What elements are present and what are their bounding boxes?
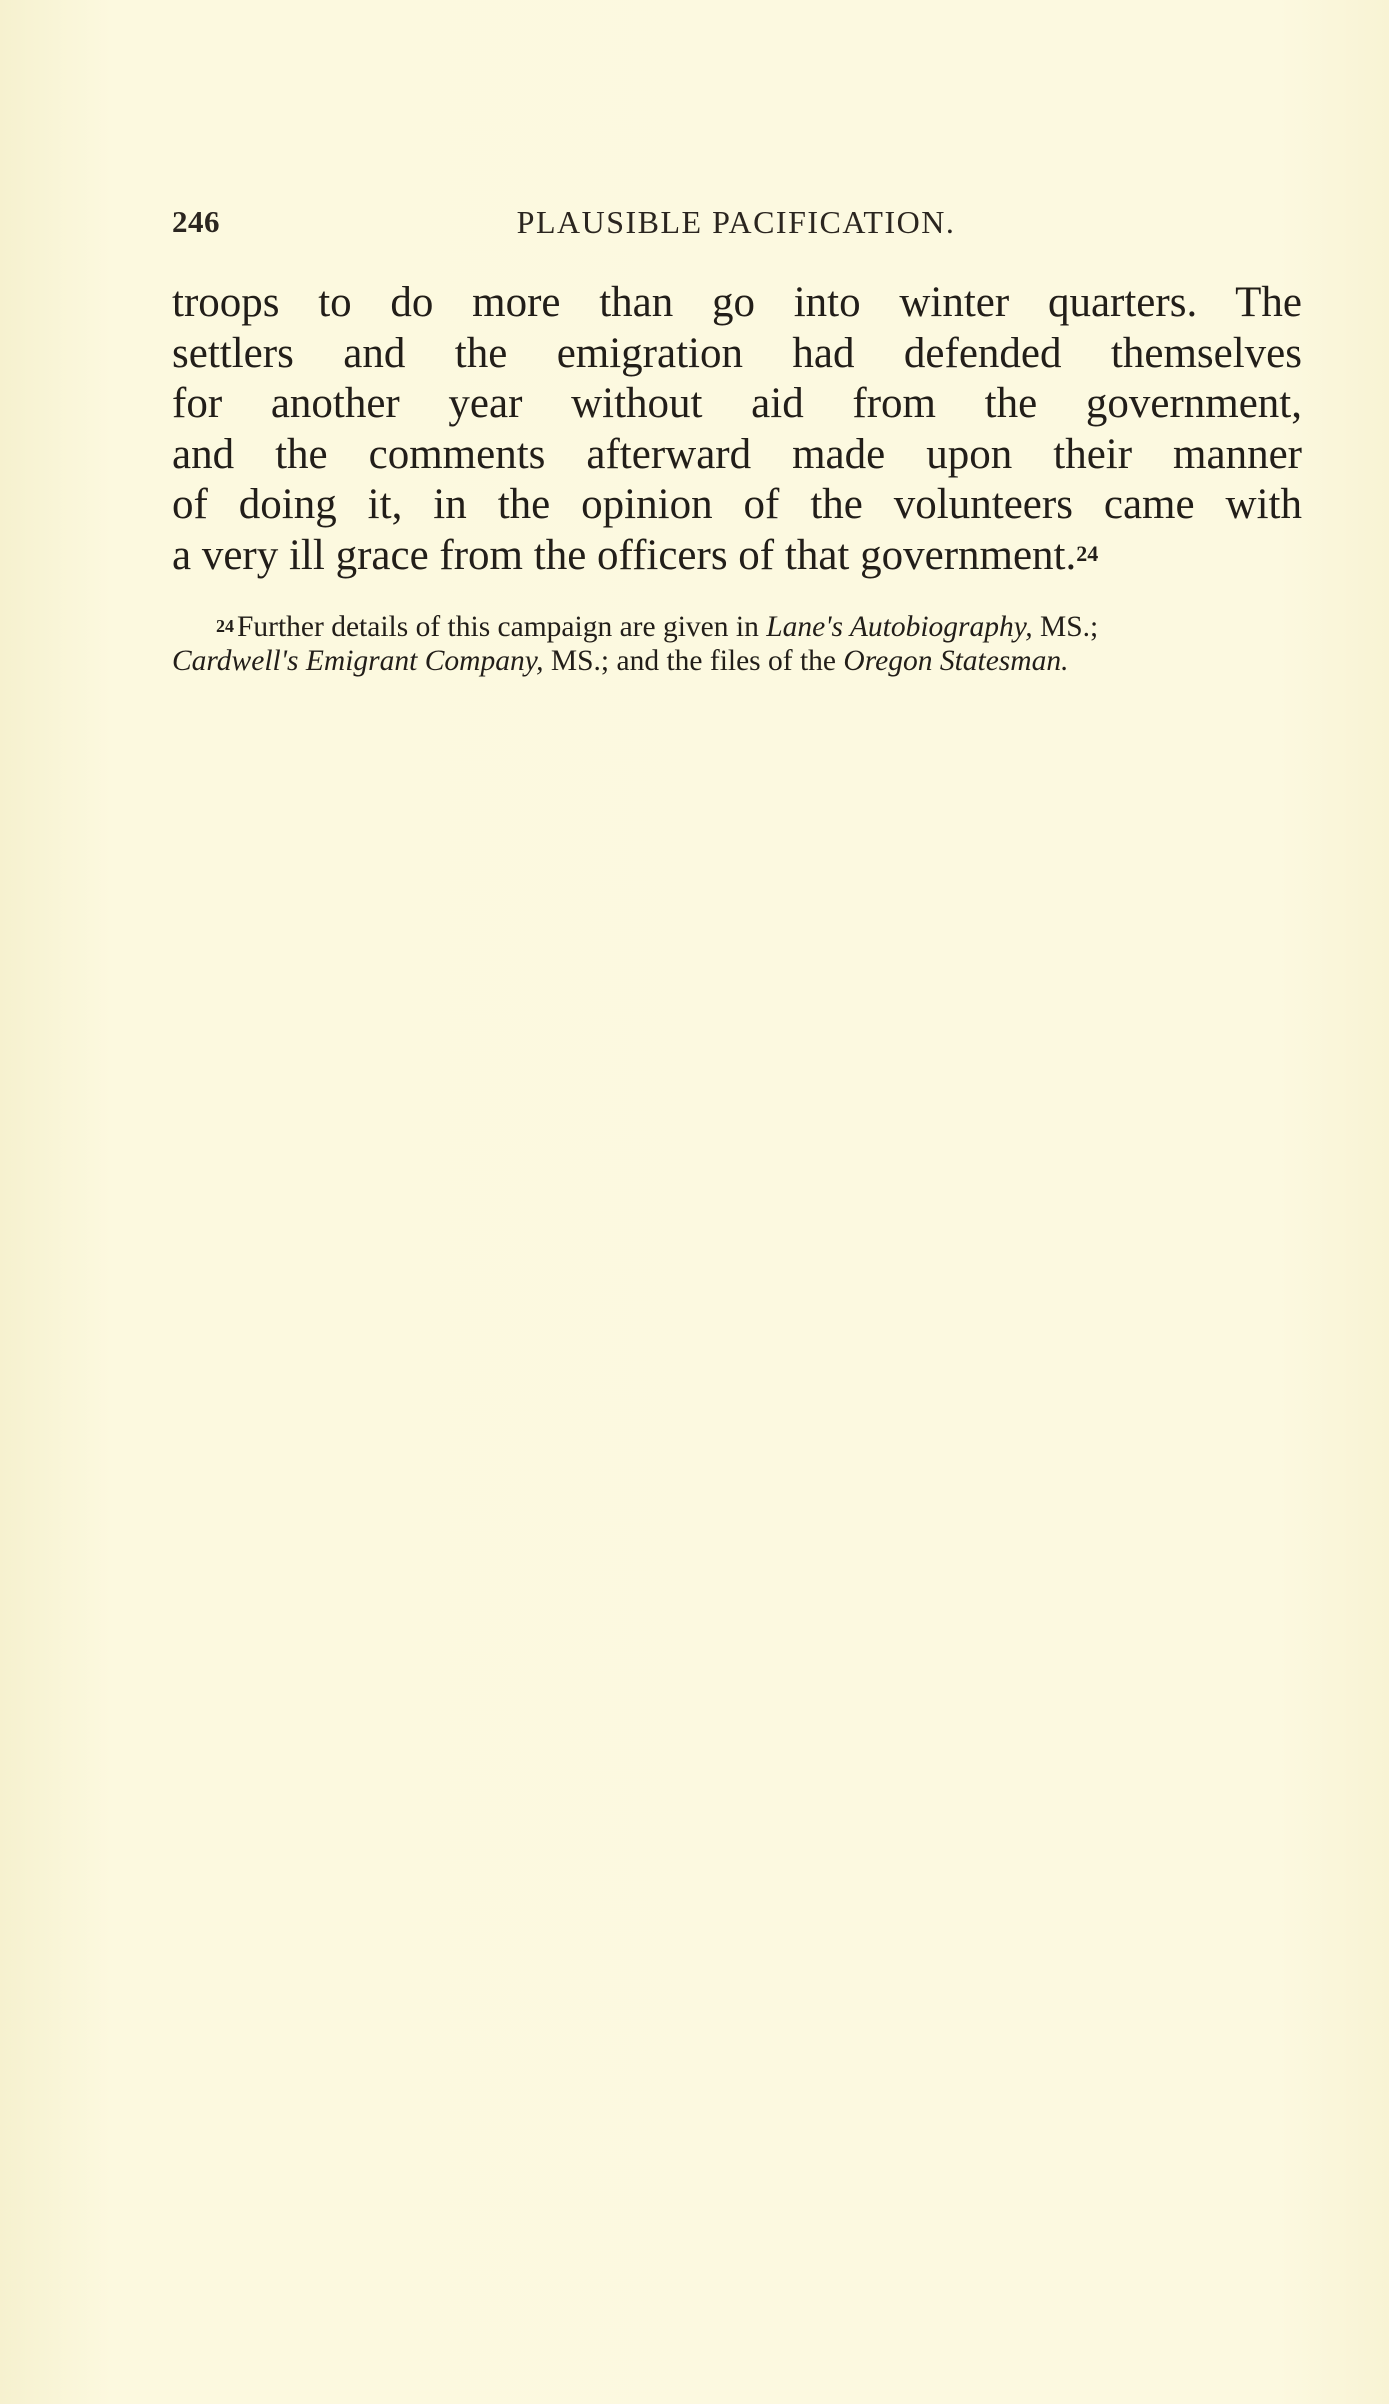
footnote-citation: Cardwell's Emigrant Company, — [172, 645, 544, 677]
footnote-citation: Lane's Autobiography, — [766, 611, 1033, 643]
footnote-line — [172, 610, 1292, 644]
body-line: settlers and the emigration had defended themselves — [172, 329, 1302, 377]
footnote-text: Further details of this campaign are given in — [237, 611, 767, 643]
body-line: of doing it, in the opinion of the volunteers came with — [172, 481, 1302, 528]
body-line-text: a very ill grace from the officers of that government. — [172, 531, 1077, 579]
page-number: 246 — [172, 204, 220, 239]
footnote-text: MS.; and the files of the — [543, 645, 844, 677]
running-head: PLAUSIBLE PACIFICATION. — [516, 204, 956, 240]
footnote-citation: Oregon Statesman. — [843, 645, 1069, 677]
footnote-text: MS.; — [1032, 611, 1099, 643]
footnote-line — [172, 644, 1292, 678]
footnote-number: 24 — [216, 616, 234, 636]
body-line: for another year without aid from the government, — [172, 380, 1302, 427]
body-line: and the comments afterward made upon their manner — [172, 430, 1302, 478]
body-line: troops to do more than go into winter quarters. The — [172, 279, 1302, 326]
footnote — [172, 610, 1292, 678]
body-line-last — [172, 531, 1302, 582]
body-paragraph — [172, 278, 1302, 581]
page-header — [172, 200, 1280, 250]
footnote-reference[interactable]: 24 — [1076, 540, 1099, 566]
